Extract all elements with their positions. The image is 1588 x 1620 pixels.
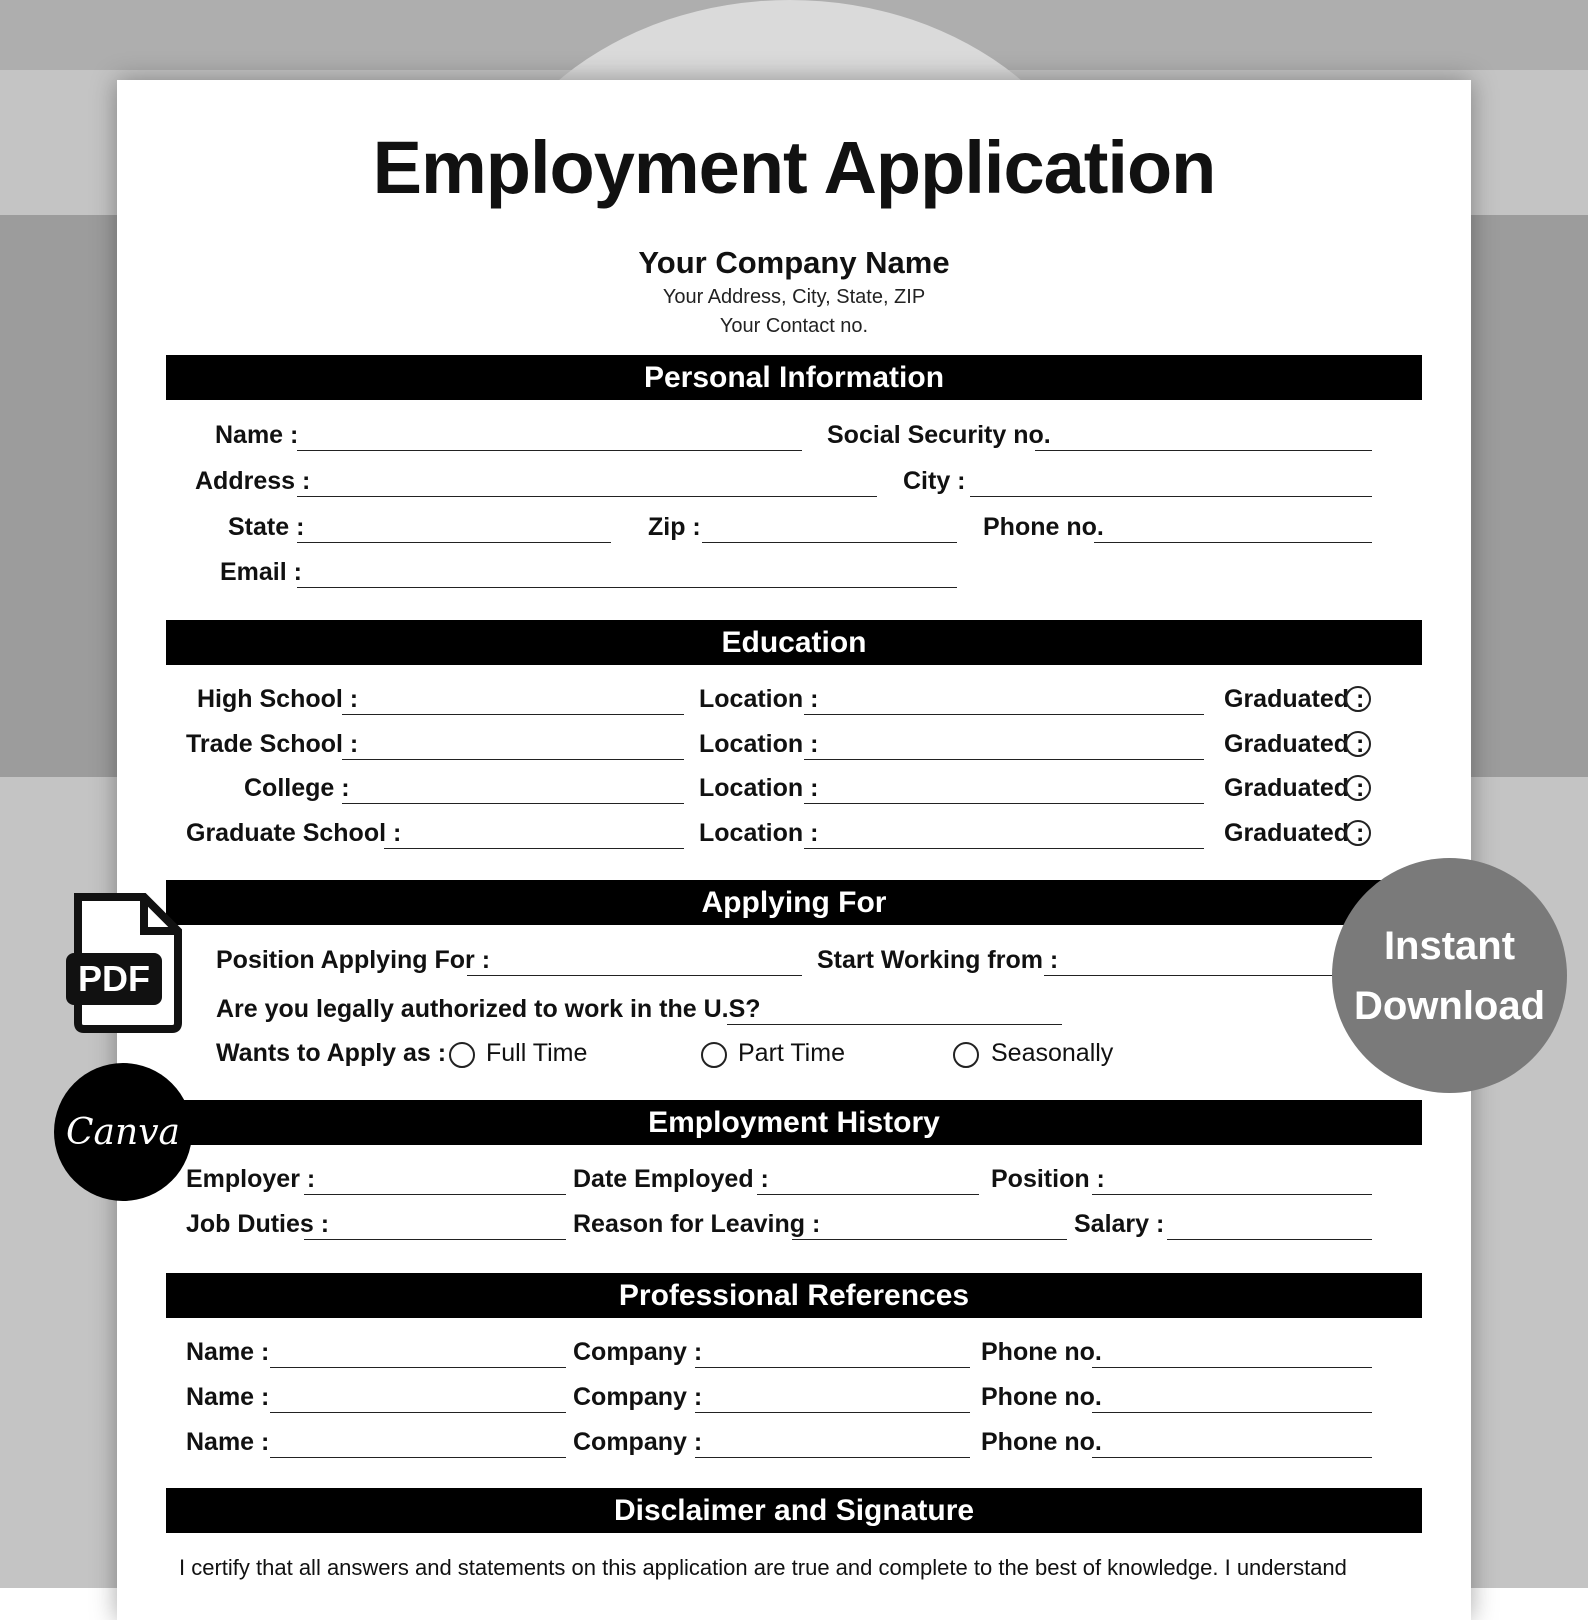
name-field[interactable] — [297, 450, 802, 451]
address-label: Address : — [195, 467, 311, 495]
reference-phone-field[interactable] — [1092, 1412, 1372, 1413]
pdf-label: PDF — [78, 958, 150, 999]
high-school-field[interactable] — [342, 714, 684, 715]
location-label: Location : — [699, 685, 819, 713]
reason-for-leaving-label: Reason for Leaving : — [573, 1210, 821, 1238]
reference-company-label: Company : — [573, 1428, 703, 1456]
college-field[interactable] — [342, 803, 684, 804]
zip-field[interactable] — [702, 542, 957, 543]
graduated-radio[interactable] — [1345, 775, 1371, 801]
graduate-school-field[interactable] — [384, 848, 684, 849]
graduated-label: Graduated : — [1224, 685, 1365, 713]
position-applying-field[interactable] — [467, 975, 802, 976]
company-contact: Your Contact no. — [719, 315, 869, 337]
reference-name-field[interactable] — [270, 1367, 566, 1368]
section-employment-history: Employment History — [166, 1100, 1422, 1145]
seasonally-option: Seasonally — [991, 1039, 1114, 1067]
graduated-radio[interactable] — [1345, 686, 1371, 712]
job-duties-field[interactable] — [304, 1239, 566, 1240]
position-label: Position : — [991, 1165, 1105, 1193]
graduated-radio[interactable] — [1345, 820, 1371, 846]
part-time-option: Part Time — [738, 1039, 845, 1067]
high-school-label: High School : — [197, 685, 359, 713]
reference-name-label: Name : — [186, 1383, 270, 1411]
state-field[interactable] — [297, 542, 611, 543]
work-authorization-label: Are you legally authorized to work in the U.S? — [216, 995, 761, 1023]
reason-for-leaving-field[interactable] — [792, 1239, 1067, 1240]
disclaimer-text: I certify that all answers and statements on this application are true and complete to the best of knowledge. I understand — [179, 1555, 1347, 1580]
pdf-file-icon — [66, 893, 186, 1033]
trade-school-field[interactable] — [342, 759, 684, 760]
reference-company-field[interactable] — [695, 1367, 970, 1368]
date-employed-field[interactable] — [757, 1194, 979, 1195]
location-label: Location : — [699, 774, 819, 802]
graduated-label: Graduated : — [1224, 730, 1365, 758]
high-school-location-field[interactable] — [804, 714, 1204, 715]
name-label: Name : — [215, 421, 299, 449]
ssn-label: Social Security no. — [827, 421, 1051, 449]
full-time-option: Full Time — [486, 1039, 588, 1067]
work-authorization-field[interactable] — [727, 1024, 1062, 1025]
section-applying-for: Applying For — [166, 880, 1422, 925]
job-duties-label: Job Duties : — [186, 1210, 330, 1238]
reference-company-field[interactable] — [695, 1412, 970, 1413]
reference-name-field[interactable] — [270, 1457, 566, 1458]
email-field[interactable] — [297, 587, 957, 588]
salary-field[interactable] — [1167, 1239, 1372, 1240]
graduated-label: Graduated : — [1224, 819, 1365, 847]
email-label: Email : — [220, 558, 302, 586]
date-employed-label: Date Employed : — [573, 1165, 769, 1193]
reference-company-field[interactable] — [695, 1457, 970, 1458]
part-time-radio[interactable] — [701, 1042, 727, 1068]
section-professional-references: Professional References — [166, 1273, 1422, 1318]
address-field[interactable] — [297, 496, 877, 497]
graduated-radio[interactable] — [1345, 731, 1371, 757]
salary-label: Salary : — [1074, 1210, 1165, 1238]
reference-name-label: Name : — [186, 1338, 270, 1366]
position-applying-label: Position Applying For : — [216, 946, 491, 974]
start-working-field[interactable] — [1044, 975, 1334, 976]
city-label: City : — [903, 467, 966, 495]
section-disclaimer-signature: Disclaimer and Signature — [166, 1488, 1422, 1533]
employer-label: Employer : — [186, 1165, 316, 1193]
city-field[interactable] — [970, 496, 1372, 497]
ssn-field[interactable] — [1035, 450, 1372, 451]
instant-download-badge — [1332, 858, 1567, 1093]
location-label: Location : — [699, 819, 819, 847]
location-label: Location : — [699, 730, 819, 758]
college-label: College : — [244, 774, 350, 802]
company-name: Your Company Name — [638, 245, 950, 280]
graduate-school-label: Graduate School : — [186, 819, 402, 847]
reference-phone-field[interactable] — [1092, 1367, 1372, 1368]
position-field[interactable] — [1092, 1194, 1372, 1195]
trade-school-label: Trade School : — [186, 730, 359, 758]
section-education: Education — [166, 620, 1422, 665]
reference-phone-field[interactable] — [1092, 1457, 1372, 1458]
badge-instant: Instant — [1383, 923, 1516, 968]
state-label: State : — [228, 513, 305, 541]
section-personal-information: Personal Information — [166, 355, 1422, 400]
reference-phone-label: Phone no. — [981, 1338, 1102, 1366]
start-working-label: Start Working from : — [817, 946, 1059, 974]
reference-company-label: Company : — [573, 1383, 703, 1411]
graduated-label: Graduated : — [1224, 774, 1365, 802]
document-title: Employment Application — [372, 126, 1216, 209]
employer-field[interactable] — [304, 1194, 566, 1195]
reference-company-label: Company : — [573, 1338, 703, 1366]
full-time-radio[interactable] — [449, 1042, 475, 1068]
company-address: Your Address, City, State, ZIP — [662, 286, 926, 308]
graduate-school-location-field[interactable] — [804, 848, 1204, 849]
reference-phone-label: Phone no. — [981, 1383, 1102, 1411]
phone-field[interactable] — [1094, 542, 1372, 543]
trade-school-location-field[interactable] — [804, 759, 1204, 760]
seasonally-radio[interactable] — [953, 1042, 979, 1068]
reference-phone-label: Phone no. — [981, 1428, 1102, 1456]
application-sheet — [117, 80, 1471, 1620]
college-location-field[interactable] — [804, 803, 1204, 804]
phone-label: Phone no. — [983, 513, 1104, 541]
badge-download: Download — [1353, 983, 1546, 1028]
zip-label: Zip : — [648, 513, 701, 541]
canva-logo: Canva — [54, 1063, 192, 1201]
reference-name-field[interactable] — [270, 1412, 566, 1413]
wants-to-apply-label: Wants to Apply as : — [216, 1039, 447, 1067]
reference-name-label: Name : — [186, 1428, 270, 1456]
